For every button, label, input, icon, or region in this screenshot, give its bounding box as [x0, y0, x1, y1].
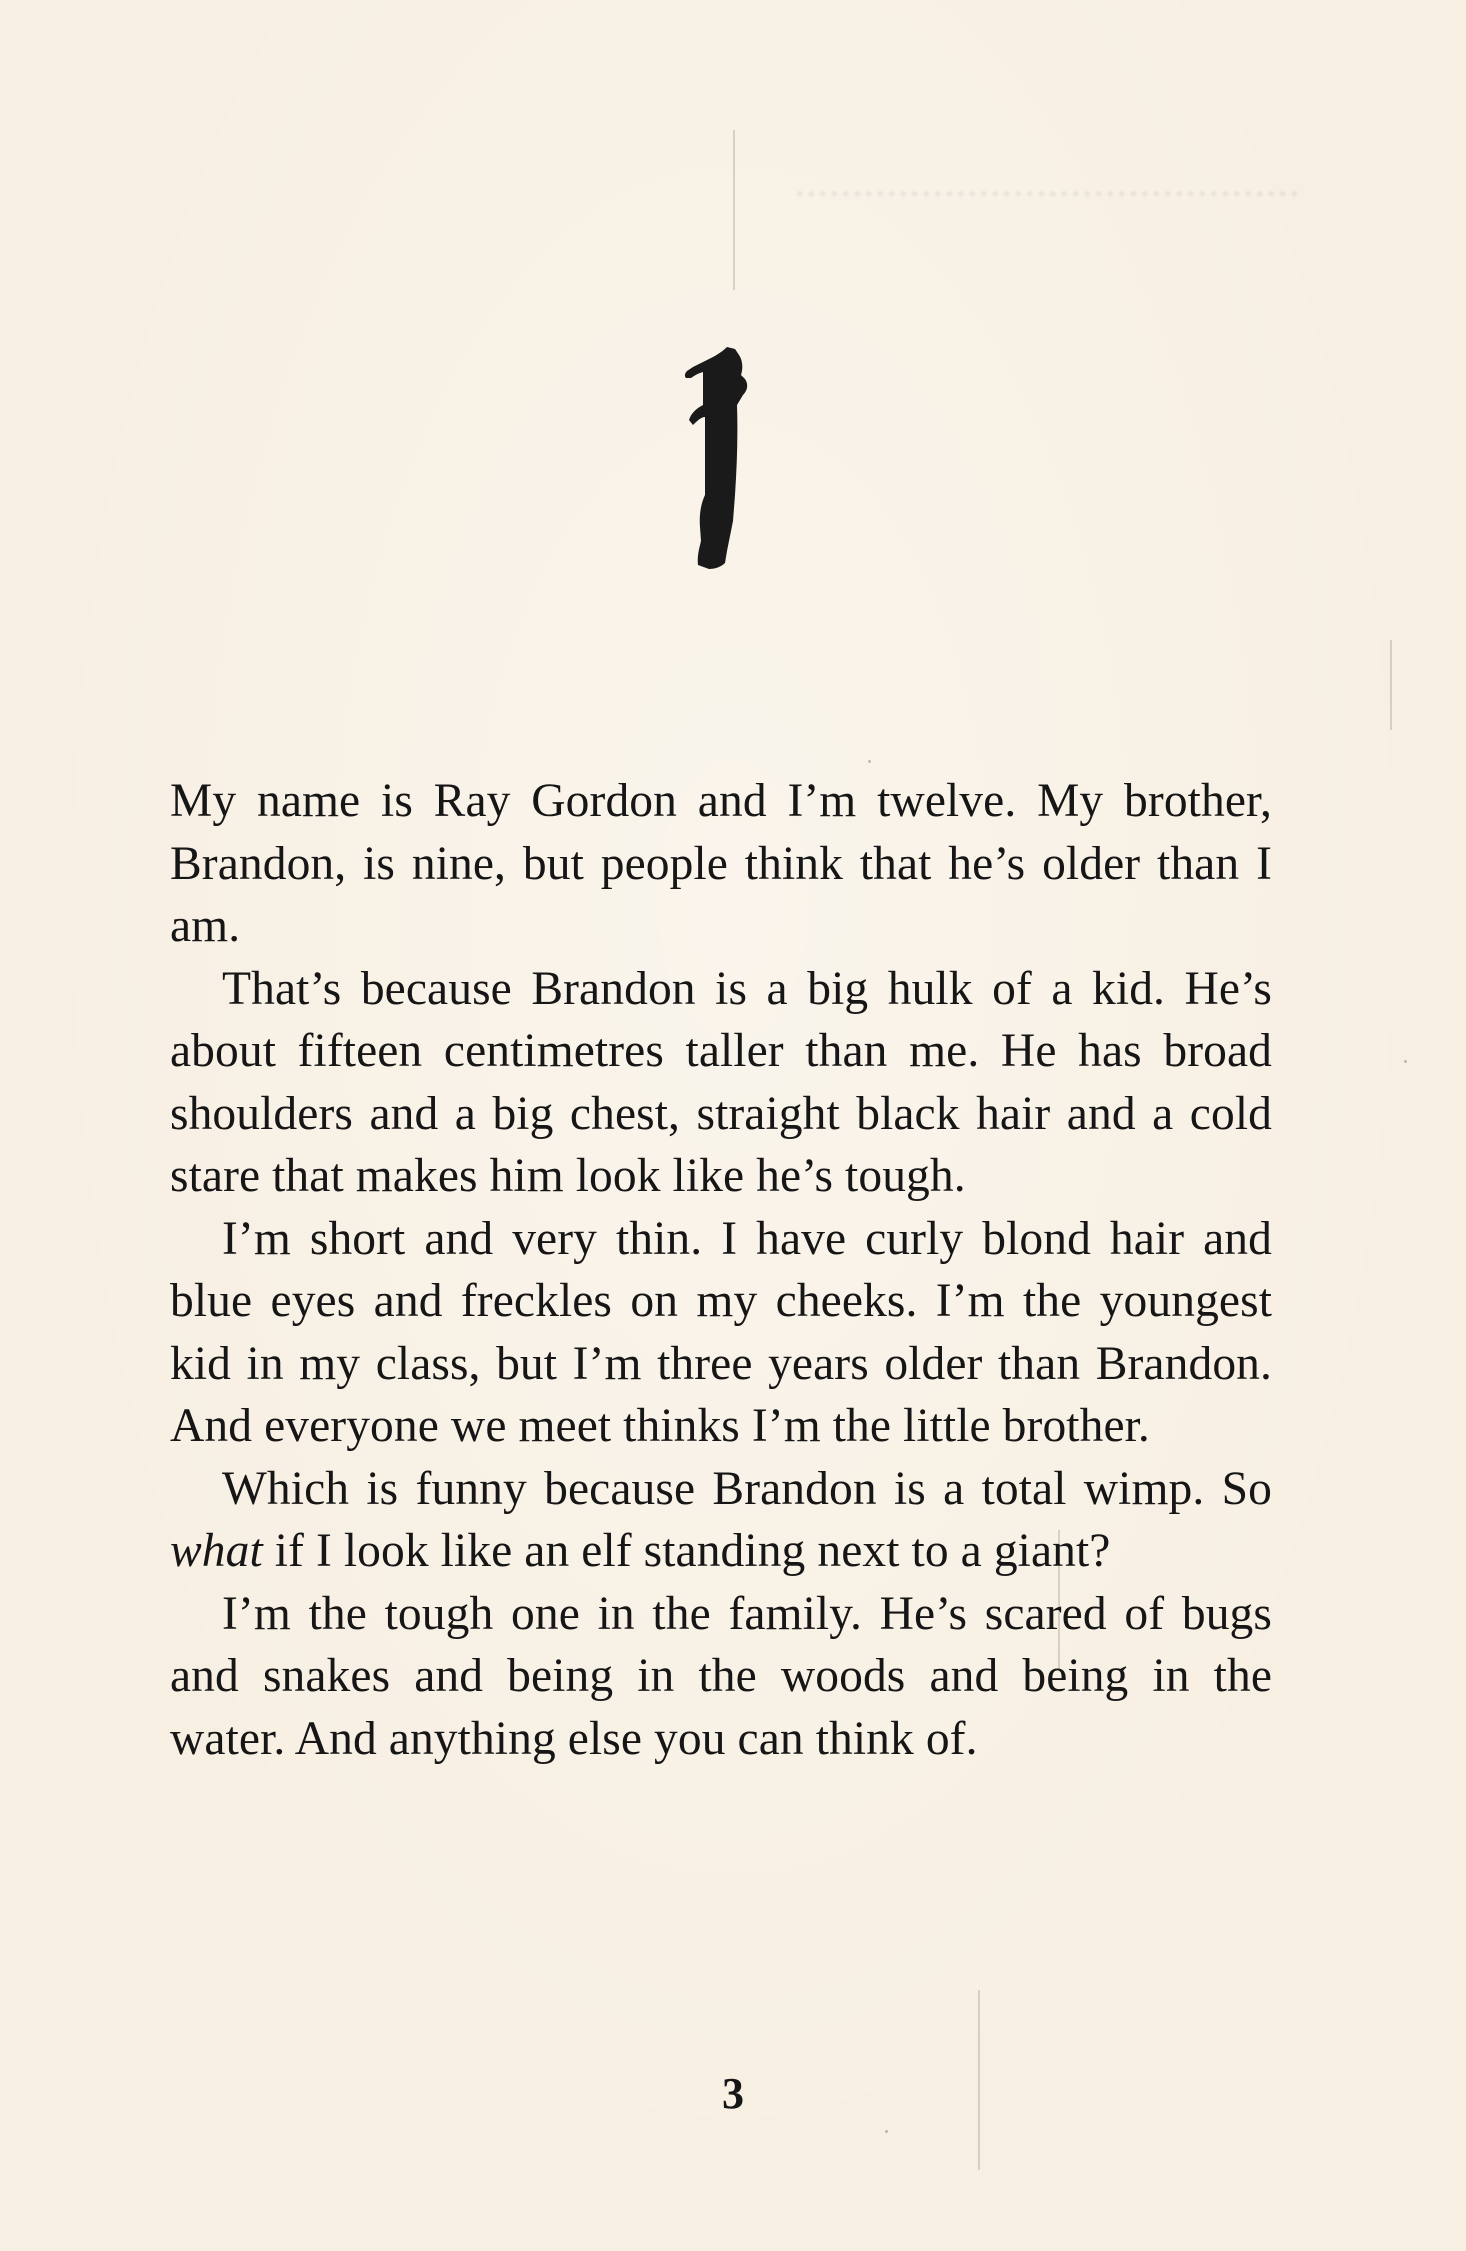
emphasized-word: what — [170, 1525, 263, 1577]
paper-crease — [733, 130, 735, 290]
paragraph: I’m the tough one in the family. He’s scared of bugs and snakes and being in the woods and being in the water. And anything else you can think of. — [170, 1587, 1272, 1765]
paragraph: That’s because Brandon is a big hulk of a kid. He’s about fifteen centimetres taller than me. He has broad shoulders and a big chest, straight black hair and a cold stare that makes him look like he’s tough. — [170, 962, 1272, 1202]
paragraph — [170, 1458, 1272, 1583]
paper-speck — [885, 2130, 888, 2133]
paper-speck — [868, 760, 871, 763]
paper-speck — [1404, 1060, 1407, 1063]
chapter-number-figure-icon — [683, 345, 755, 571]
page-number: 3 — [722, 2069, 744, 2118]
paragraph: My name is Ray Gordon and I’m twelve. My brother, Brandon, is nine, but people think that he’s older than I am. — [170, 775, 1272, 952]
paragraph-text: if I look like an elf standing next to a giant? — [262, 1525, 1111, 1577]
chapter-body-text — [170, 770, 1272, 1770]
show-through-texture: ............................................ — [794, 155, 1300, 206]
paragraph-text: Which is funny because Brandon is a total wimp. So — [222, 1462, 1272, 1515]
paragraph: I’m short and very thin. I have curly blond hair and blue eyes and freckles on my cheeks. I’m the youngest kid in my class, but I’m three years older than Brandon. And everyone we meet thinks I’m the little brother. — [170, 1212, 1272, 1452]
paper-crease — [1390, 640, 1392, 730]
